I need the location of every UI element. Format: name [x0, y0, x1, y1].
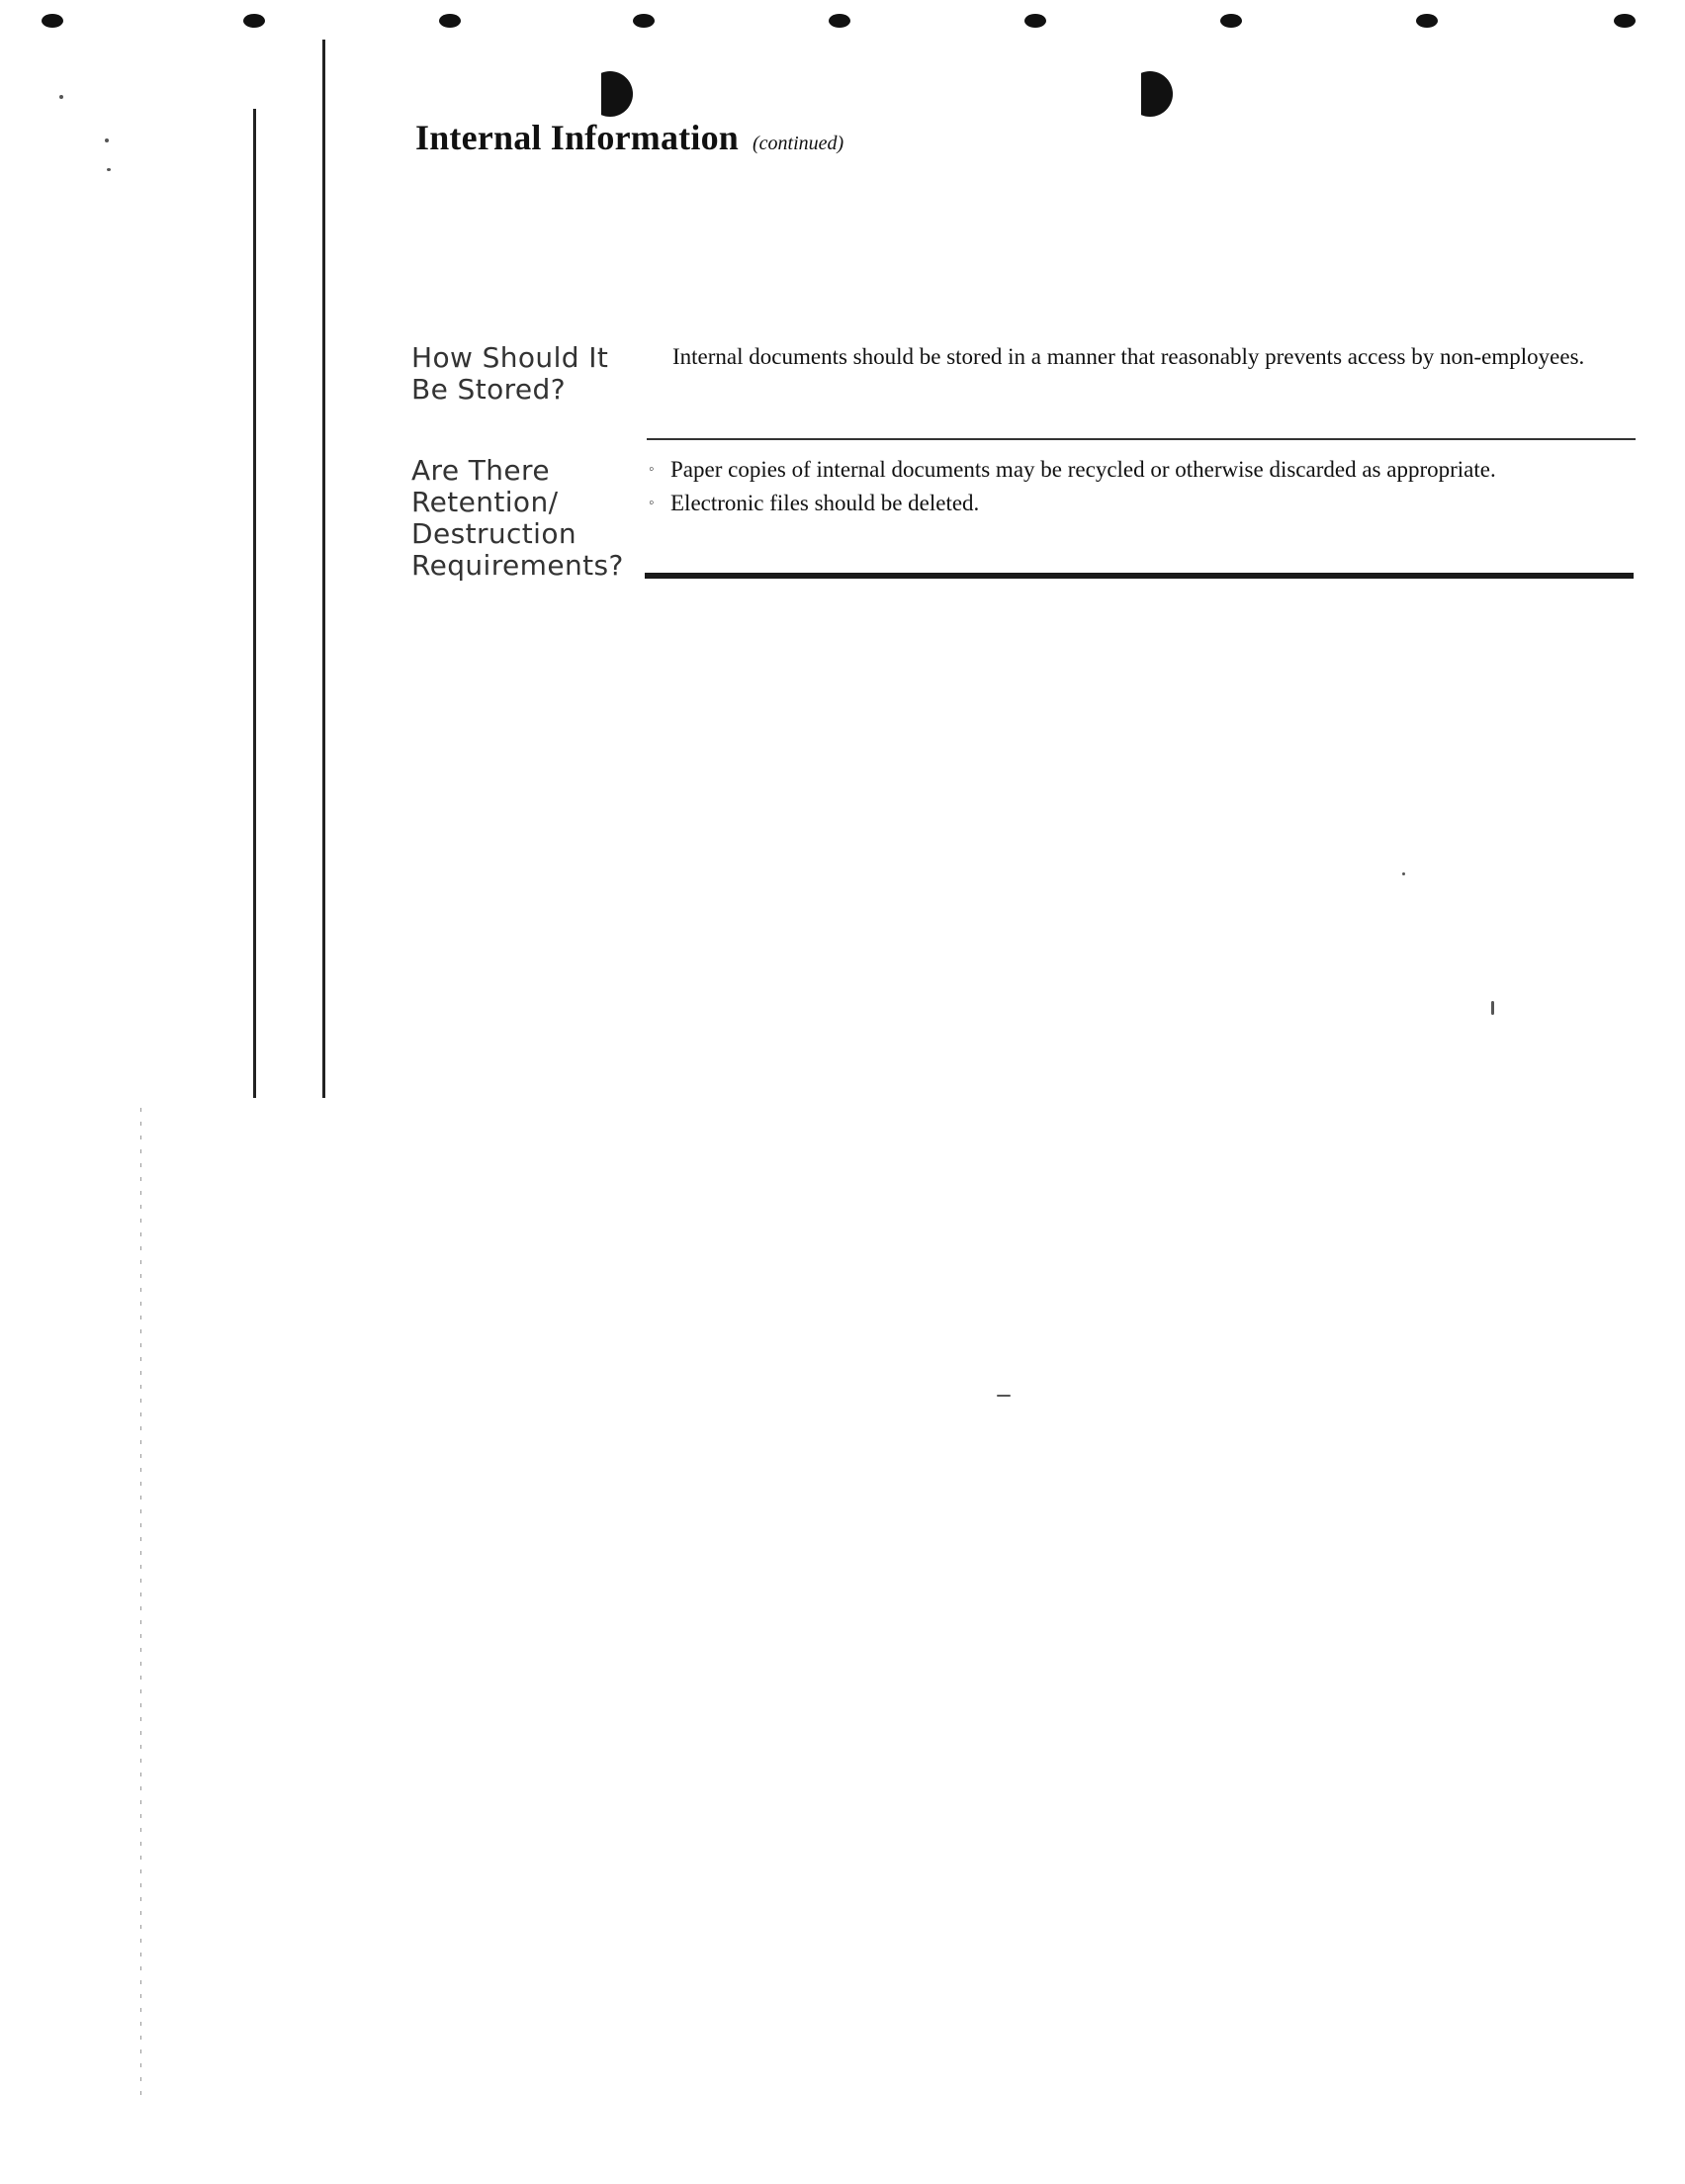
scan-speck: [1402, 872, 1405, 875]
scan-speck: [59, 95, 63, 99]
page-heading: [415, 117, 843, 158]
storage-text: Internal documents should be stored in a manner that reasonably prevents access by non-employees.: [672, 344, 1585, 369]
scan-speck: [1491, 1001, 1494, 1015]
punch-hole: [1614, 14, 1636, 28]
continued-note: (continued): [753, 133, 844, 154]
list-item: [647, 489, 1636, 518]
binder-ring-mark: [601, 71, 633, 117]
scan-speck: [997, 1395, 1011, 1397]
list-item-text: Electronic files should be deleted.: [670, 491, 980, 515]
list-item: [647, 455, 1636, 485]
label-line: Retention/: [411, 486, 559, 518]
label-line: Requirements?: [411, 549, 624, 582]
punch-hole: [439, 14, 461, 28]
section-body-retention: [647, 455, 1636, 522]
section-divider: [647, 438, 1636, 440]
scan-edge-line: [253, 109, 256, 1098]
label-line: How Should It: [411, 341, 609, 374]
label-line: Destruction: [411, 517, 577, 550]
punch-hole: [42, 14, 63, 28]
scan-edge-line-faint: [140, 1108, 141, 2097]
scan-speck: [107, 168, 111, 171]
punch-hole: [243, 14, 265, 28]
punch-hole: [1024, 14, 1046, 28]
punch-hole: [633, 14, 655, 28]
section-label-storage: [411, 342, 639, 406]
punch-hole: [829, 14, 850, 28]
punch-hole: [1220, 14, 1242, 28]
scan-edge-line: [322, 40, 325, 1098]
punch-hole: [1416, 14, 1438, 28]
retention-list: [647, 455, 1636, 518]
label-line: Are There: [411, 454, 550, 487]
section-body-storage: [647, 342, 1636, 372]
section-storage: [411, 342, 1638, 431]
bullet-icon: ◦: [649, 495, 655, 511]
page-title: Internal Information: [415, 118, 739, 157]
section-label-retention: [411, 455, 639, 582]
list-item-text: Paper copies of internal documents may be recycled or otherwise discarded as appropriate.: [670, 457, 1496, 482]
scan-speck: [105, 138, 109, 142]
section-end-rule: [645, 573, 1634, 579]
binder-ring-mark: [1141, 71, 1173, 117]
bullet-icon: ◦: [649, 461, 655, 478]
label-line: Be Stored?: [411, 373, 566, 406]
